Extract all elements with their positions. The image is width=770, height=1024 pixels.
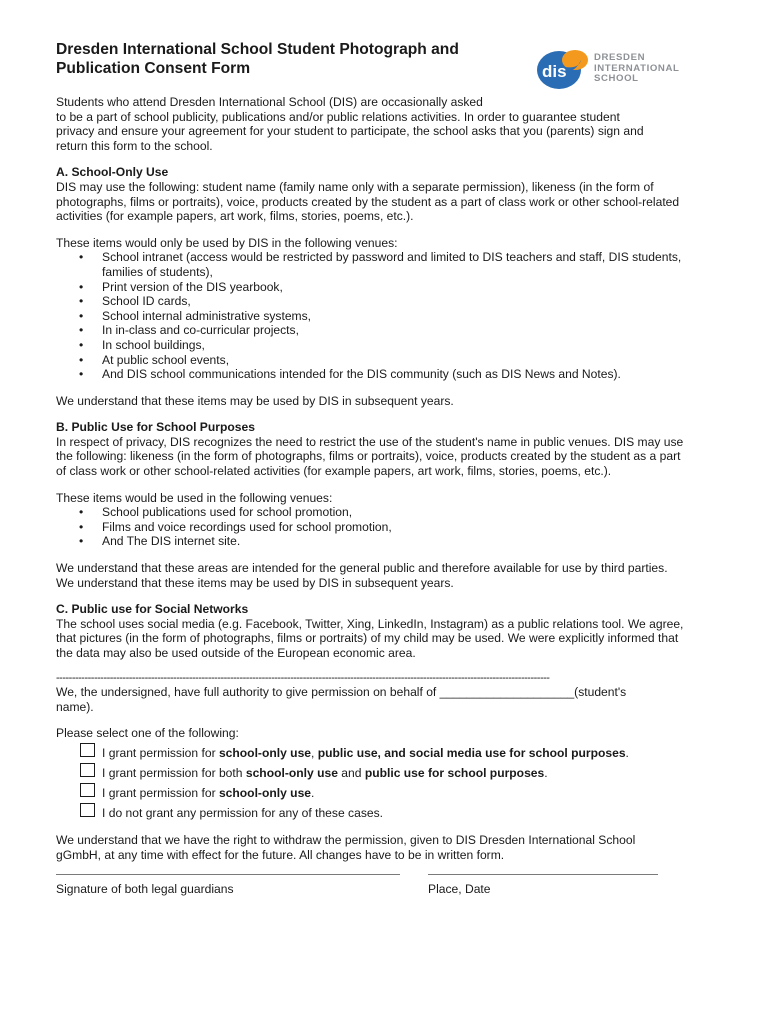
list-item	[56, 353, 688, 368]
bullet: •	[79, 352, 84, 367]
list-item	[56, 367, 688, 382]
bullet: •	[79, 505, 84, 520]
intro-line: Students who attend Dresden International School (DIS) are occasionally asked	[56, 95, 483, 109]
title-line-2: Publication Consent Form	[56, 60, 251, 77]
list-item-text: In in-class and co-curricular projects,	[102, 323, 299, 338]
list-item-text: And The DIS internet site.	[102, 534, 241, 549]
option-text: I grant permission for	[102, 745, 219, 760]
separator-line: ------------------------------------------------------------------------------------------------------------------------------------------------------------	[56, 671, 550, 684]
option-text: ,	[311, 745, 318, 760]
section-b-closing-2: We understand that these items may be used by DIS in subsequent years.	[56, 575, 454, 590]
list-item	[56, 520, 688, 535]
logo-mark-text: dis	[542, 62, 567, 81]
section-a-heading: A. School-Only Use	[56, 165, 169, 180]
bullet: •	[79, 323, 84, 338]
option-bold-text: school-only use	[218, 785, 312, 800]
option-text: and	[337, 765, 365, 780]
list-item-text: School intranet (access would be restricted by password and limited to DIS teachers and staff, DIS students, families of students),	[102, 250, 682, 279]
list-item-text: Films and voice recordings used for school promotion,	[102, 519, 392, 534]
form-title	[56, 40, 526, 78]
list-item	[56, 250, 688, 279]
checkbox[interactable]	[80, 803, 95, 817]
option-bold-text: public use, and social media use for school purposes	[317, 745, 626, 760]
place-date-label: Place, Date	[428, 882, 491, 897]
option-bold-text: school-only use	[218, 745, 312, 760]
bullet: •	[79, 519, 84, 534]
list-item	[56, 309, 688, 324]
checkbox[interactable]	[80, 763, 95, 777]
authority-line-2: name).	[56, 699, 94, 714]
logo-line-2: INTERNATIONAL	[594, 62, 680, 74]
logo-line-3: SCHOOL	[594, 73, 639, 85]
section-c-heading: C. Public use for Social Networks	[56, 602, 249, 617]
list-item	[56, 294, 688, 309]
option-full-permission[interactable]	[56, 746, 688, 761]
option-school-and-public[interactable]	[56, 766, 688, 781]
bullet: •	[79, 367, 84, 382]
bullet: •	[79, 294, 84, 309]
consent-form	[56, 40, 688, 908]
option-bold-text: public use for school purposes	[364, 765, 545, 780]
signature-label: Signature of both legal guardians	[56, 882, 234, 897]
option-text: .	[625, 745, 629, 760]
option-text: I do not grant any permission for any of these cases.	[102, 805, 383, 820]
option-text: .	[311, 785, 315, 800]
section-a-venues-intro: These items would only be used by DIS in the following venues:	[56, 235, 398, 250]
section-b-venues-list	[56, 505, 688, 549]
withdraw-line-1: We understand that we have the right to withdraw the permission, given to DIS Dresden International School	[56, 832, 636, 847]
intro-line: privacy and ensure your agreement for your student to participate, the school asks that you (parents) sign and	[56, 124, 644, 139]
list-item	[56, 338, 688, 353]
checkbox[interactable]	[80, 743, 95, 757]
list-item	[56, 323, 688, 338]
list-item-text: School ID cards,	[102, 294, 191, 309]
option-school-only[interactable]	[56, 786, 688, 801]
list-item-text: And DIS school communications intended for the DIS community (such as DIS News and Notes).	[102, 367, 621, 382]
bullet: •	[79, 279, 84, 294]
option-no-permission[interactable]	[56, 806, 688, 821]
list-item-text: School publications used for school promotion,	[102, 505, 353, 520]
withdraw-line-2: gGmbH, at any time with effect for the future. All changes have to be in written form.	[56, 847, 505, 862]
intro-paragraph	[56, 95, 688, 153]
list-item	[56, 280, 688, 295]
title-line-1: Dresden International School Student Photograph and	[56, 41, 459, 58]
authority-line-1: We, the undersigned, have full authority to give permission on behalf of ____________________(student's	[56, 685, 627, 700]
section-a-venues-list	[56, 250, 688, 381]
section-a-closing: We understand that these items may be used by DIS in subsequent years.	[56, 393, 454, 408]
list-item-text: Print version of the DIS yearbook,	[102, 279, 283, 294]
bullet: •	[79, 534, 84, 549]
signature-line[interactable]	[56, 874, 400, 875]
section-b-body: In respect of privacy, DIS recognizes the need to restrict the use of the student's name in public venues. DIS may use the following: likeness (in the form of photographs, films or portraits), voice, products created by the student as a part of class work or other school-related activities (for example papers, art work, films, stories, poems, etc.).	[56, 434, 684, 479]
list-item	[56, 505, 688, 520]
intro-line: return this form to the school.	[56, 138, 213, 153]
bullet: •	[79, 250, 84, 265]
section-b-venues-intro: These items would be used in the following venues:	[56, 490, 333, 505]
list-item	[56, 534, 688, 549]
bullet: •	[79, 337, 84, 352]
section-c-body: The school uses social media (e.g. Facebook, Twitter, Xing, LinkedIn, Instagram) as a public relations tool. We agree, that pictures (in the form of photographs, films or portraits) of my child may be used. We were explicitly informed that the data may also be used outside of the European economic area.	[56, 616, 684, 660]
logo-line-1: DRESDEN	[594, 52, 646, 63]
section-a-body: DIS may use the following: student name (family name only with a separate permission), likeness (in the form of photographs, films or portraits), voice, products created by the student as a part of class work or other school-related activities (for example papers, art work, films, stories, poems, etc.).	[56, 179, 680, 224]
option-text: .	[544, 765, 548, 780]
list-item-text: In school buildings,	[102, 337, 205, 352]
signature-row	[56, 874, 688, 908]
list-item-text: At public school events,	[102, 352, 230, 367]
option-text: I grant permission for both	[102, 765, 246, 780]
list-item-text: School internal administrative systems,	[102, 308, 312, 323]
options-prompt: Please select one of the following:	[56, 726, 239, 741]
section-b-closing-1: We understand that these areas are intended for the general public and therefore available for use by third parties.	[56, 561, 668, 576]
bullet: •	[79, 308, 84, 323]
option-bold-text: school-only use	[245, 765, 338, 780]
place-date-line[interactable]	[428, 874, 658, 875]
section-b-heading: B. Public Use for School Purposes	[56, 420, 255, 435]
intro-line: to be a part of school publicity, publications and/or public relations activities. In order to guarantee student	[56, 109, 620, 124]
option-text: I grant permission for	[102, 785, 219, 800]
checkbox[interactable]	[80, 783, 95, 797]
